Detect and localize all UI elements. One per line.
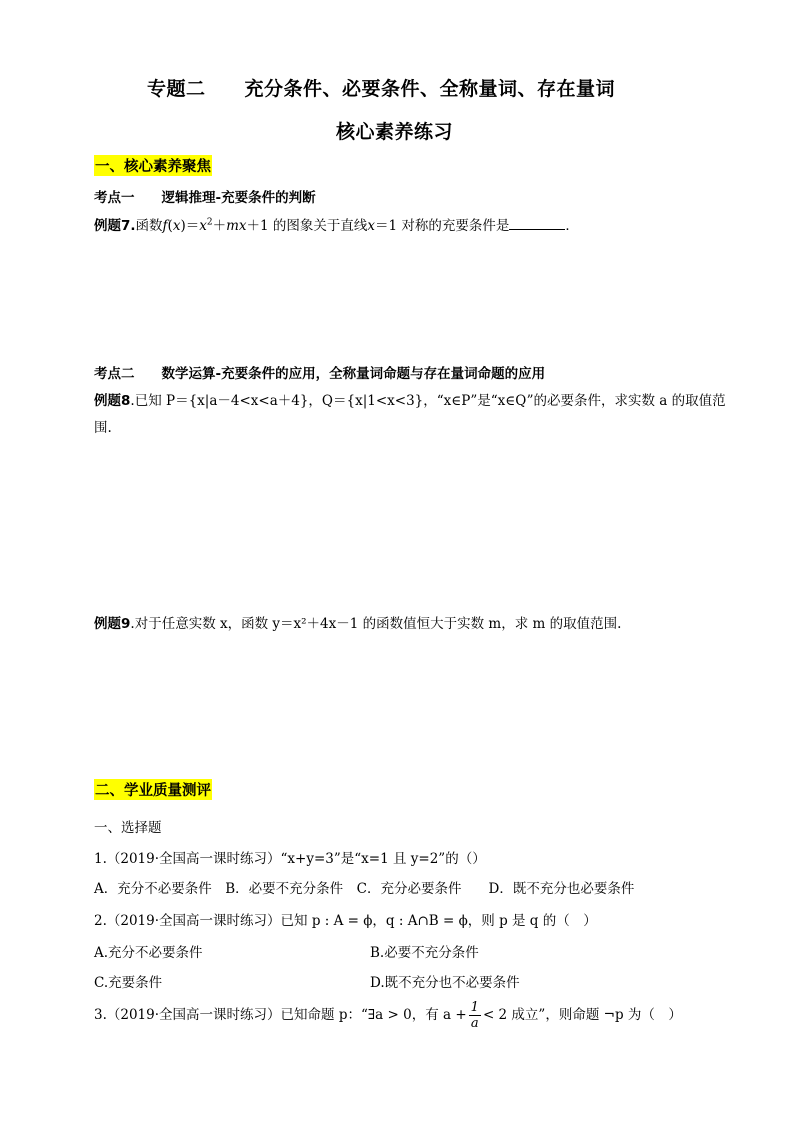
q3-text-a: 3.（2019·全国高一课时练习）已知命题 p：“∃a > 0，有 a + xyxy=(94,1007,467,1023)
answer-blank xyxy=(509,217,565,230)
example-7-label: 例题7. xyxy=(94,218,136,234)
question-3-stem xyxy=(94,1000,682,1031)
example-8-line2: 围. xyxy=(94,420,112,436)
q3-fraction-denominator: a xyxy=(470,1016,479,1031)
page-title-line1: 专题二 充分条件、必要条件、全称量词、存在量词 xyxy=(147,78,616,100)
knowledge-point-2: 考点二 数学运算-充要条件的应用，全称量词命题与存在量词命题的应用 xyxy=(94,366,546,382)
question-1-options: A．充分不必要条件 B．必要不充分条件 C．充分必要条件 D．既不充分也必要条件 xyxy=(94,881,635,897)
ex7-x: x xyxy=(172,218,181,234)
page-title-line2: 核心素养练习 xyxy=(336,121,454,143)
q3-fraction-numerator: 1 xyxy=(470,1000,479,1015)
example-8-line1 xyxy=(94,389,726,409)
example-9 xyxy=(94,612,621,632)
question-1-stem: 1.（2019·全国高一课时练习）“x+y=3”是“x=1 且 y=2”的（） xyxy=(94,851,486,867)
ex7-text-d: ＋1 的图象关于直线 xyxy=(246,218,368,234)
ex7-x2: x xyxy=(199,218,207,234)
question-2-option-c: C.充要条件 xyxy=(94,975,163,991)
ex7-text-a: 函数 xyxy=(135,218,163,234)
ex9-text: .对于任意实数 x，函数 y＝x²＋4x－1 的函数值恒大于实数 m，求 m 的取值范围. xyxy=(130,616,622,632)
section-heading-2: 二、学业质量测评 xyxy=(94,779,212,800)
ex8-text: .已知 P＝{x|a－4<x<a＋4}，Q＝{x|1<x<3}，“x∈P”是“x∈Q”的必要条件，求实数 a 的取值范 xyxy=(130,393,726,409)
q3-fraction xyxy=(469,1000,481,1031)
ex7-text-e: ＝1 对称的充要条件是 xyxy=(375,218,510,234)
ex7-end: ． xyxy=(565,218,579,234)
section-heading-1: 一、核心素养聚焦 xyxy=(94,155,212,176)
ex7-xv: x xyxy=(367,218,376,234)
example-8-label: 例题8 xyxy=(94,393,131,409)
question-2-option-a: A.充分不必要条件 xyxy=(94,945,203,961)
ex7-sup: 2 xyxy=(206,217,213,228)
question-2-option-d: D.既不充分也不必要条件 xyxy=(370,975,520,991)
ex7-mx: mx xyxy=(226,218,247,234)
ex7-text-c: ＋ xyxy=(212,218,227,234)
ex7-f: f xyxy=(162,218,168,234)
question-2-stem: 2.（2019·全国高一课时练习）已知 p : A = ϕ，q : A∩B = ϕ，则 p 是 q 的（ ） xyxy=(94,913,597,929)
example-7: 例题7.函数$f(x)=x^2+mx+1$ 的图象关于直线x＝1 对称的充要条件是 ． xyxy=(94,217,579,234)
question-2-option-b: B.必要不充分条件 xyxy=(370,945,479,961)
q3-text-b: < 2 成立”，则命题 ¬p 为（ ） xyxy=(482,1007,682,1023)
ex7-text-b: )＝ xyxy=(180,218,200,234)
example-9-label: 例题9 xyxy=(94,616,131,632)
part-heading-choice: 一、选择题 xyxy=(94,820,162,836)
knowledge-point-1: 考点一 逻辑推理-充要条件的判断 xyxy=(94,190,316,206)
